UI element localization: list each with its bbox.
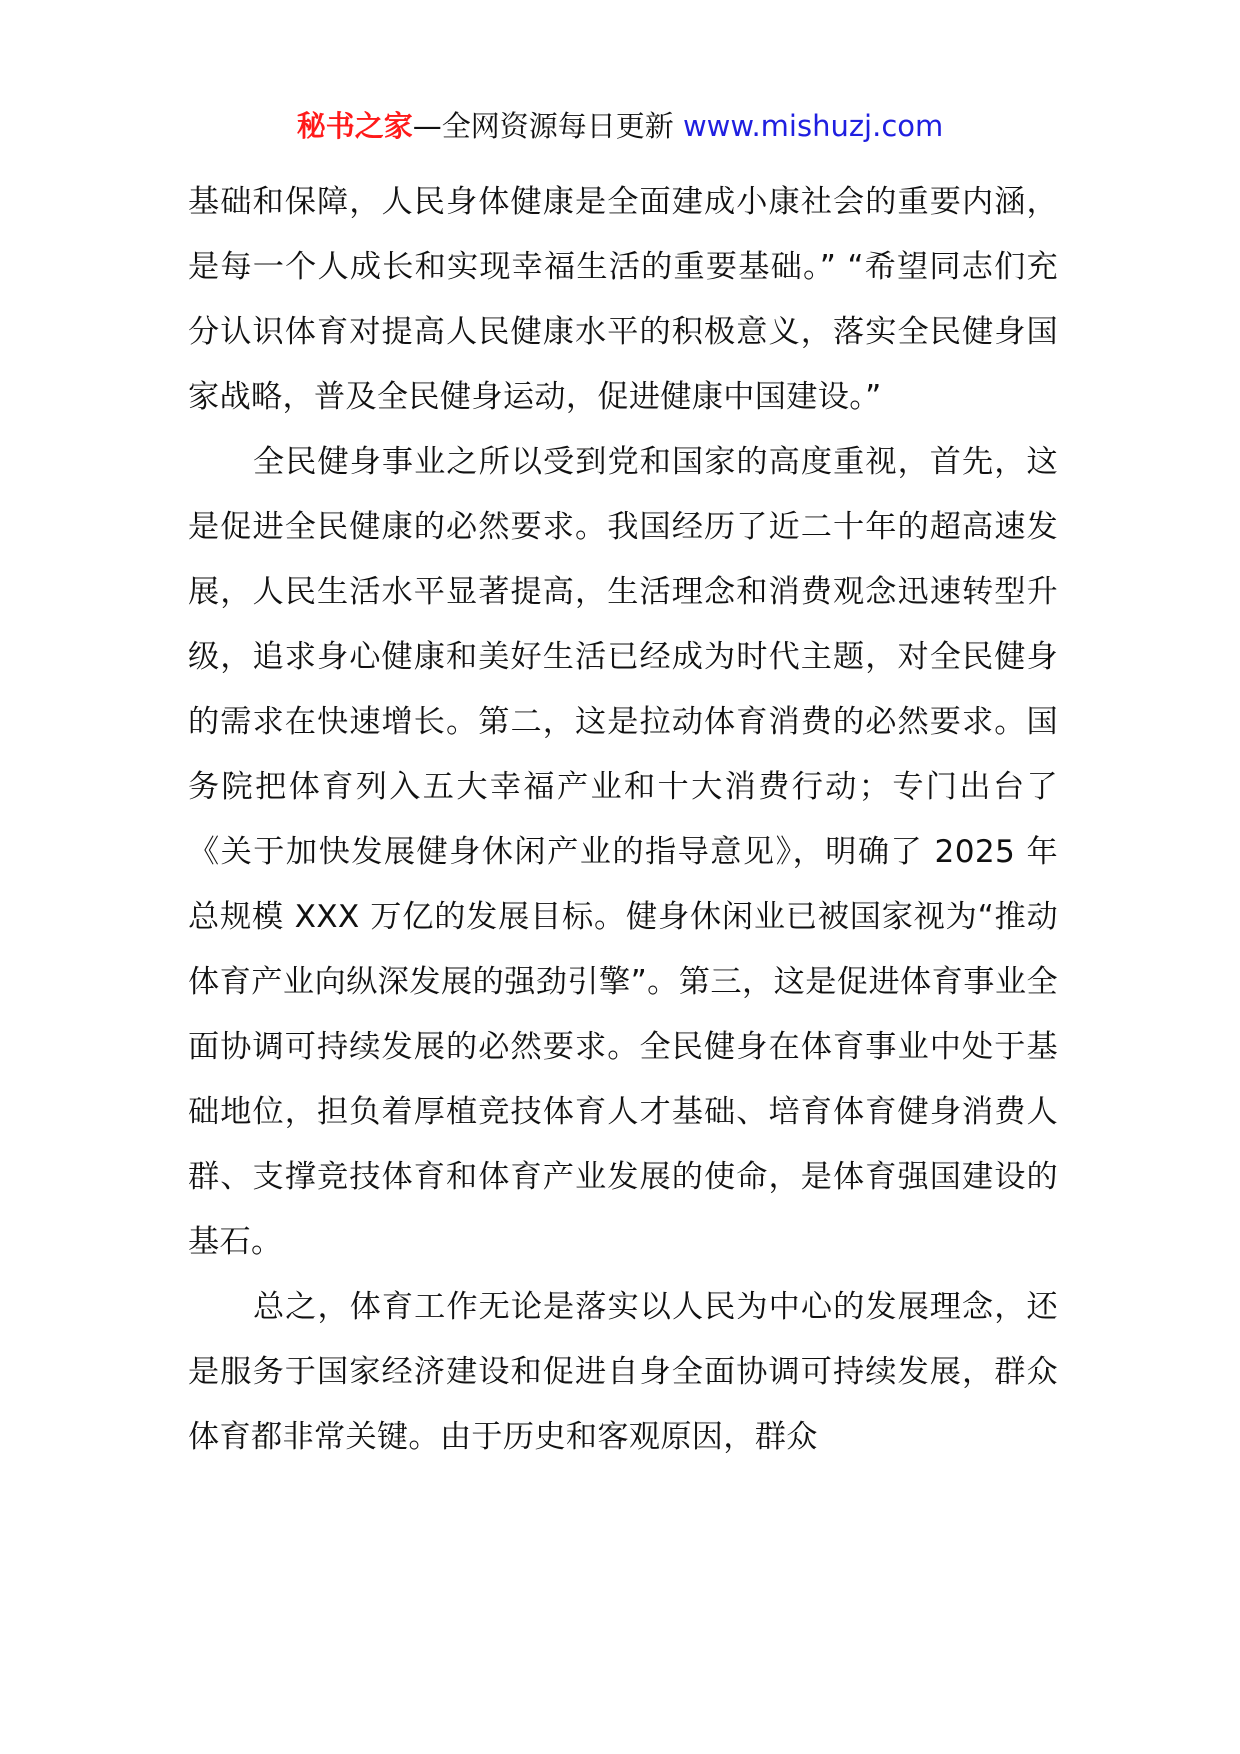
paragraph-continuation: 基础和保障，人民身体健康是全面建成小康社会的重要内涵，是每一个人成长和实现幸福生活的重要基础。” “希望同志们充分认识体育对提高人民健康水平的积极意义，落实全民健身国家战略，普及全民健身运动，促进健康中国建设。” [188, 184, 1058, 415]
paragraph: 总之，体育工作无论是落实以人民为中心的发展理念，还是服务于国家经济建设和促进自身全面协调可持续发展，群众体育都非常关键。由于历史和客观原因，群众 [188, 1289, 1058, 1455]
brand-name: 秘书之家 [296, 109, 413, 143]
paragraph: 全民健身事业之所以受到党和国家的高度重视，首先，这是促进全民健康的必然要求。我国经历了近二十年的超高速发展，人民生活水平显著提高，生活理念和消费观念迅速转型升级，追求身心健康和美好生活已经成为时代主题，对全民健身的需求在快速增长。第二，这是拉动体育消费的必然要求。国务院把体育列入五大幸福产业和十大消费行动；专门出台了《关于加快发展健身休闲产业的指导意见》，明确了 2025 年总规模 XXX 万亿的发展目标。健身休闲业已被国家视为“推动体育产业向纵深发展的强劲引擎”。第三，这是促进体育事业全面协调可持续发展的必然要求。全民健身在体育事业中处于基础地位，担负着厚植竞技体育人才基础、培育体育健身消费人群、支撑竞技体育和体育产业发展的使命，是体育强国建设的基石。 [188, 444, 1058, 1260]
page-header [0, 104, 1240, 148]
header-tagline: —全网资源每日更新 [412, 109, 674, 143]
document-body [188, 170, 1058, 1470]
site-url-link[interactable]: www.mishuzj.com [682, 109, 944, 143]
